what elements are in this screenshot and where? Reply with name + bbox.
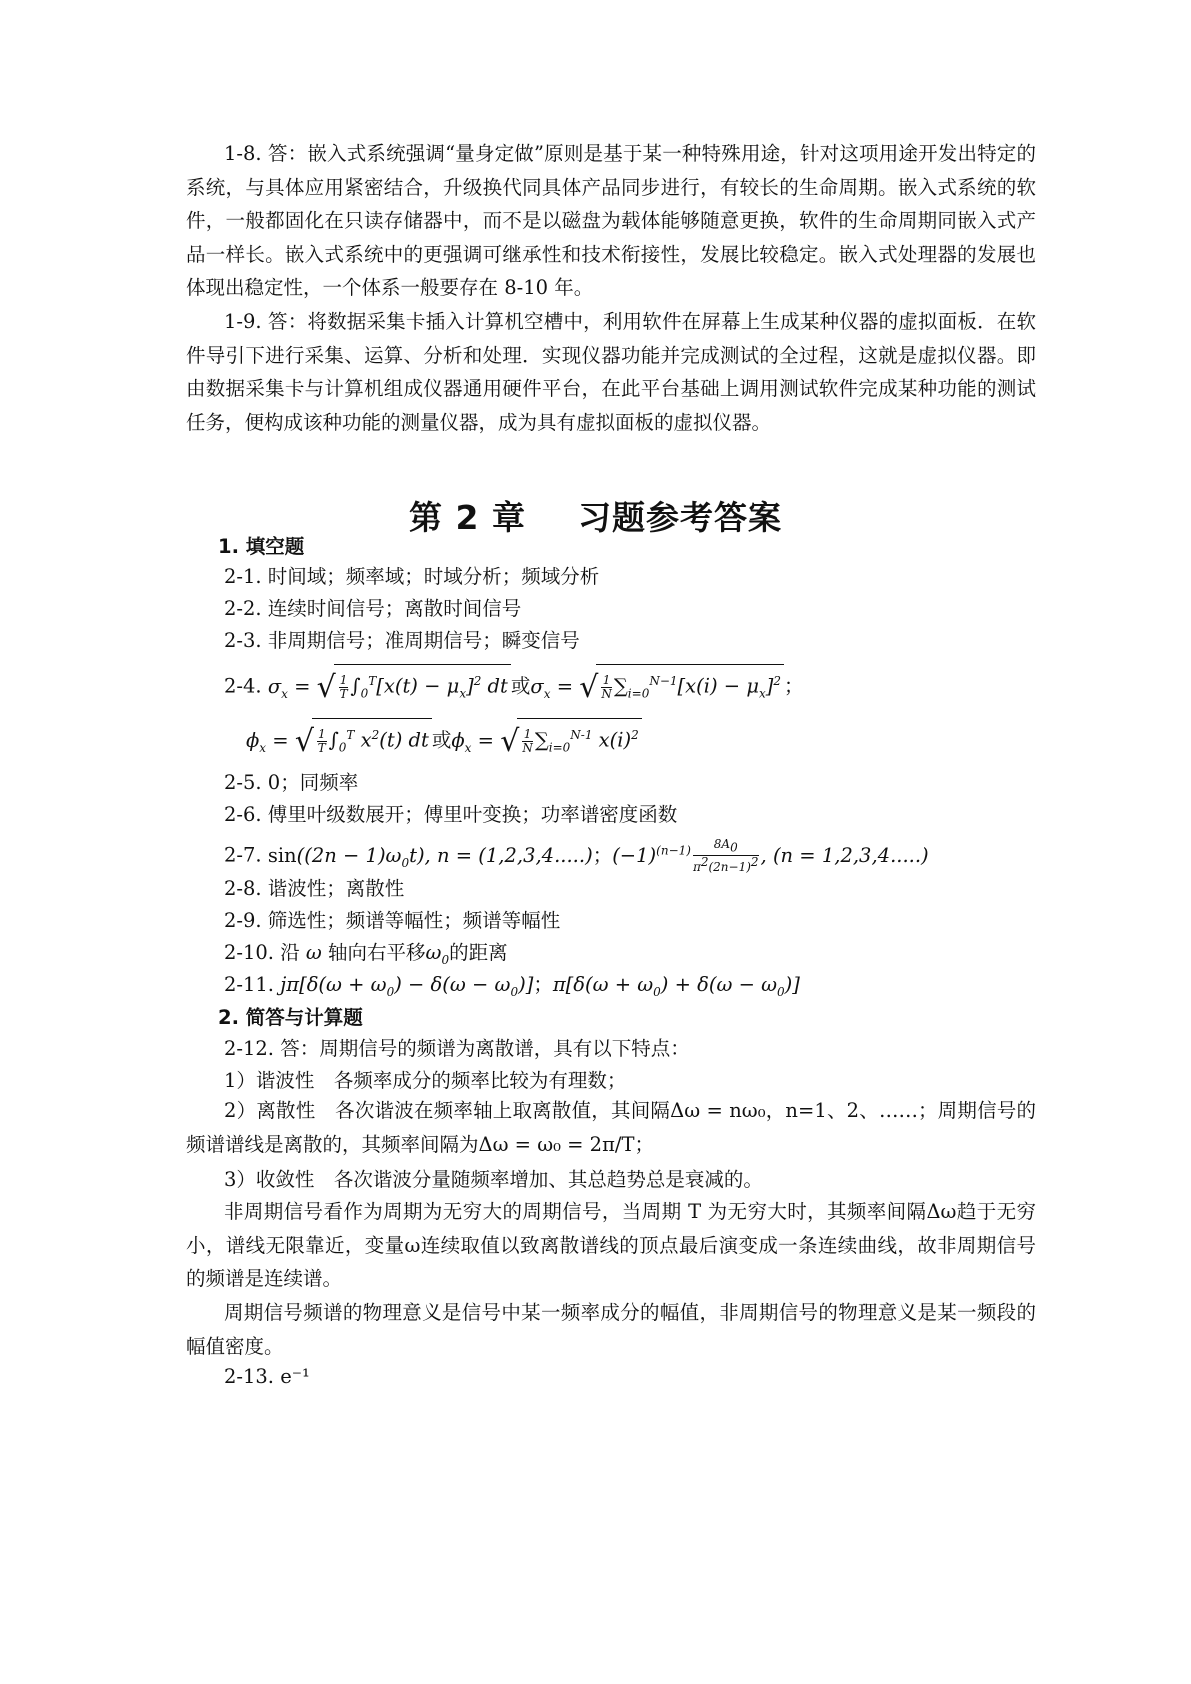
- answer-1-8: 1-8. 答：嵌入式系统强调“量身定做”原则是基于某一种特殊用途，针对这项用途开发出特定的系统，与具体应用紧密结合，升级换代同具体产品同步进行，有较长的生命周期。嵌入式系统的软件，一般都固化在只读存储器中，而不是以磁盘为载体能够随意更换，软件的生命周期同嵌入式产品一样长。嵌入式系统中的更强调可继承性和技术衔接性，发展比较稳定。嵌入式处理器的发展也体现出稳定性，一个体系一般要存在 8-10 年。: [186, 142, 1036, 300]
- property-harmonic: 1）谐波性 各频率成分的频率比较为有理数；: [224, 1069, 627, 1092]
- item-2-5: 2-5. 0；同频率: [224, 771, 359, 794]
- item-2-8: 2-8. 谐波性；离散性: [224, 877, 405, 900]
- answer-2-12: 2-12. 答：周期信号的频谱为离散谱，具有以下特点：: [224, 1037, 690, 1060]
- formula-phi-continuous: $\phi_x$ = √ $\frac{1}{T}$ $\int_0^T$ $x^2(t)$ dt: [246, 729, 432, 752]
- section-short-answer: 2. 简答与计算题: [218, 1006, 363, 1029]
- item-2-4: 2-4. $\sigma_x$ = √ $\frac{1}{T}$ $\int_0^T[x(t) - \mu_x]^2$ dt 或$\sigma_x$ = √ $\frac{1}{N}$ $\sum_{i=0}^{N-1}[x(i) - \mu_x]^2$ ；: [224, 664, 804, 708]
- chapter-heading: [0, 492, 1191, 539]
- item-2-4-phi: $\phi_x$ = √ $\frac{1}{T}$ $\int_0^T$ $x^2(t)$ dt 或$\phi_x$ = √ $\frac{1}{N}$ $\sum_{i=0}^{N-1}$ $x(i)^2$: [246, 718, 642, 762]
- formula-phi-discrete: $\phi_x$ = √ $\frac{1}{N}$ $\sum_{i=0}^{N-1}$ $x(i)^2$: [451, 729, 641, 752]
- chapter-title: 习题参考答案: [577, 498, 782, 537]
- item-2-2: 2-2. 连续时间信号；离散时间信号: [224, 597, 522, 620]
- formula-2-11: $j\pi[\delta(\omega + \omega_0) - \delta(\omega - \omega_0)]$；$\pi[\delta(\omega + \omega_0) + \delta(\omega - \omega_0)]$: [280, 973, 800, 999]
- chapter-number: 第 2 章: [409, 498, 526, 537]
- answer-1-9: 1-9. 答：将数据采集卡插入计算机空槽中，利用软件在屏幕上生成某种仪器的虚拟面板．在软件导引下进行采集、运算、分析和处理．实现仪器功能并完成测试的全过程，这就是虚拟仪器。即由数据采集卡与计算机组成仪器通用硬件平台，在此平台基础上调用测试软件完成某种功能的测试任务，便构成该种功能的测量仪器，成为具有虚拟面板的虚拟仪器。: [186, 310, 1036, 434]
- item-2-9: 2-9. 筛选性；频谱等幅性；频谱等幅性: [224, 909, 561, 932]
- formula-2-7: $\sin((2n - 1)\omega_0t)$, n = (1,2,3,4.....)；$(-1)^{(n-1)}$ $\frac{8A_0}{\pi^2(2n-1)^2}$ , (n = 1,2,3,4.....): [267, 837, 929, 874]
- item-2-1: 2-1. 时间域；频率域；时域分析；频域分析: [224, 565, 600, 588]
- paragraph-nonperiodic: 非周期信号看作为周期为无穷大的周期信号，当周期 T 为无穷大时，其频率间隔Δω趋于无穷小，谱线无限靠近，变量ω连续取值以致离散谱线的顶点最后演变成一条连续曲线，故非周期信号的频谱是连续谱。: [186, 1200, 1036, 1291]
- answer-2-13: 2-13. e⁻¹: [224, 1365, 310, 1388]
- property-discrete: 2）离散性 各次谐波在频率轴上取离散值，其间隔Δω = nω₀，n=1、2、……；周期信号的频谱谱线是离散的，其频率间隔为Δω = ω₀ = 2π/T；: [186, 1099, 1036, 1156]
- item-2-11-label: 2-11.: [224, 973, 275, 996]
- formula-sigma-continuous: $\sigma_x$ = √ $\frac{1}{T}$ $\int_0^T[x(t) - \mu_x]^2$ dt: [268, 675, 511, 698]
- item-2-7-label: 2-7.: [224, 843, 262, 867]
- item-2-7: [224, 835, 929, 877]
- formula-sigma-discrete: $\sigma_x$ = √ $\frac{1}{N}$ $\sum_{i=0}^{N-1}[x(i) - \mu_x]^2$: [530, 675, 784, 698]
- property-convergent: 3）收敛性 各次谐波分量随频率增加、其总趋势总是衰减的。: [224, 1168, 763, 1191]
- item-2-10: 2-10. 沿 ω 轴向右平移$\omega_0$的距离: [224, 941, 508, 967]
- item-2-11: [224, 970, 800, 1007]
- paragraph-physical-meaning: 周期信号频谱的物理意义是信号中某一频率成分的幅值，非周期信号的物理意义是某一频段的幅值密度。: [186, 1301, 1036, 1358]
- item-2-3: 2-3. 非周期信号；准周期信号；瞬变信号: [224, 629, 580, 652]
- item-2-10-label: 2-10.: [224, 941, 275, 964]
- item-2-6: 2-6. 傅里叶级数展开；傅里叶变换；功率谱密度函数: [224, 803, 678, 826]
- section-fill-blank: 1. 填空题: [218, 535, 305, 558]
- item-2-4-label: 2-4.: [224, 674, 262, 698]
